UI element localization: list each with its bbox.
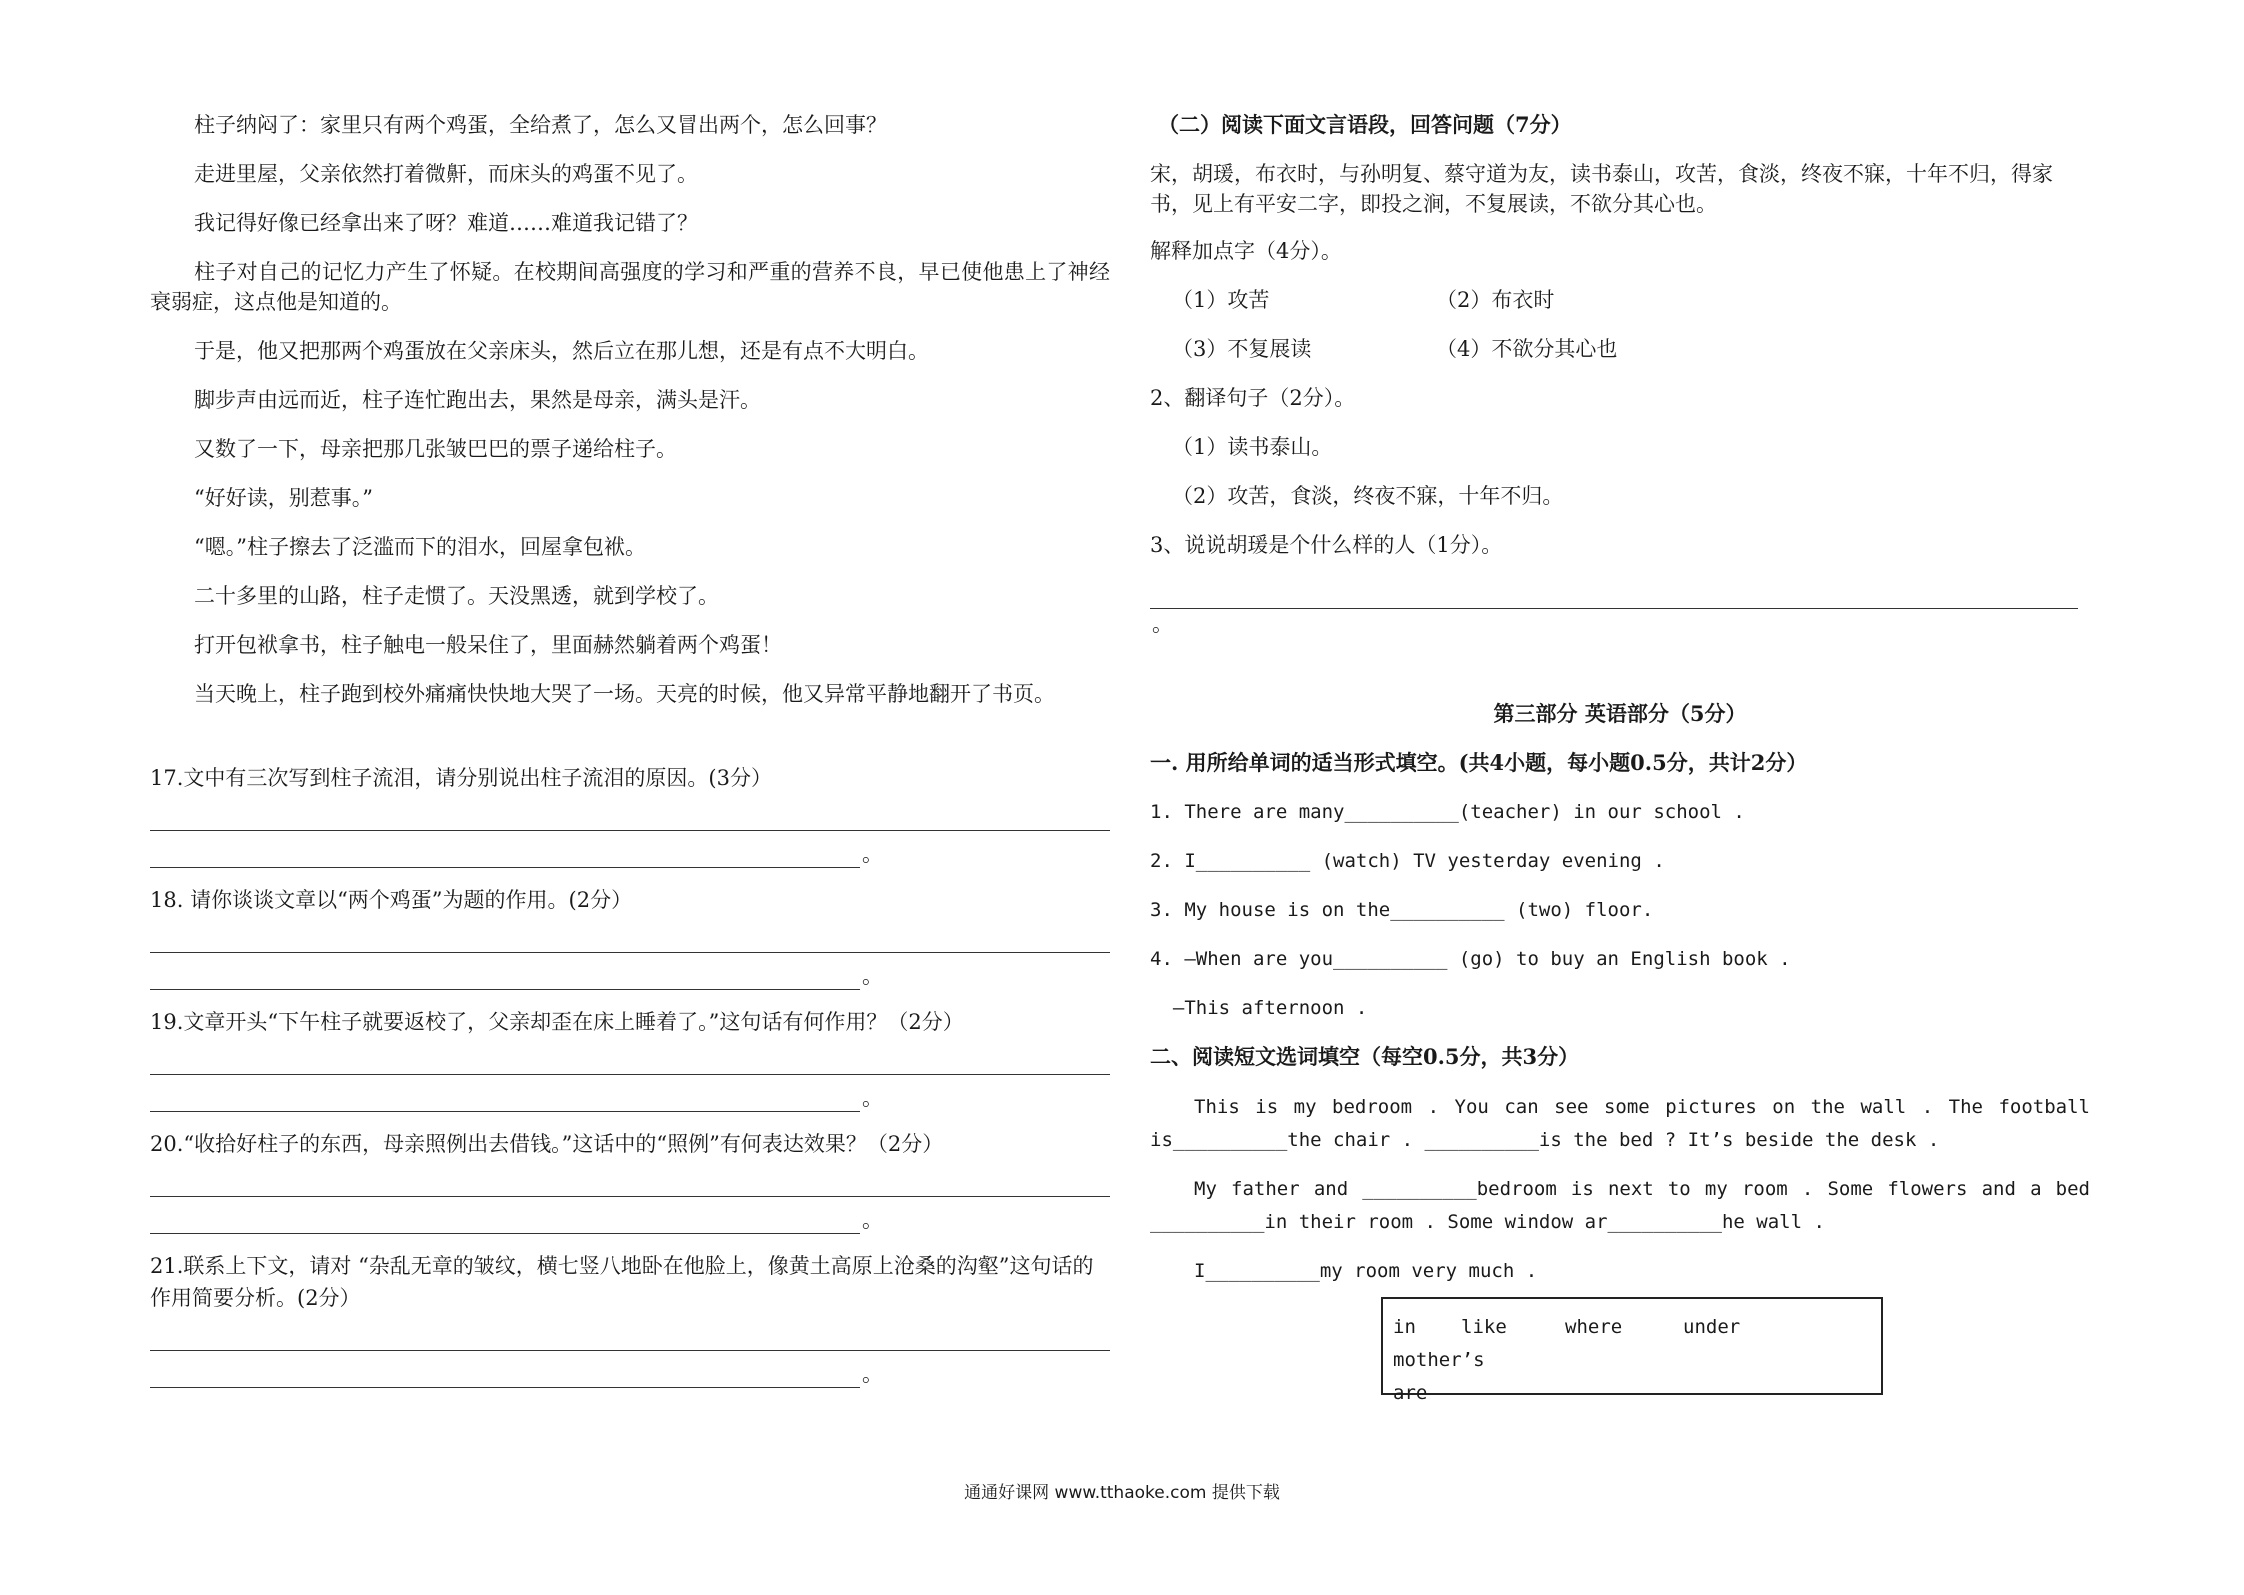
right-column	[1150, 110, 2090, 1304]
answer-line[interactable]	[150, 1075, 860, 1112]
story-paragraph: 打开包袱拿书，柱子触电一般呆住了，里面赫然躺着两个鸡蛋！	[194, 633, 782, 657]
question-18	[150, 884, 1110, 990]
word-bank-item: like	[1461, 1316, 1507, 1338]
question-text: 20.“收拾好柱子的东西，母亲照例出去借钱。”这话中的“照例”有何表达效果？（2分）	[150, 1132, 944, 1156]
answer-line[interactable]	[150, 1351, 860, 1388]
story-paragraph: 柱子纳闷了：家里只有两个鸡蛋，全给煮了，怎么又冒出两个，怎么回事？	[194, 113, 887, 137]
question-20	[150, 1128, 1110, 1234]
fill-item: 4. —When are you__________ (go) to buy an English book .	[1150, 948, 1791, 970]
classical-q1: 解释加点字（4分）。	[1150, 239, 1342, 263]
word-bank-item: under	[1683, 1316, 1741, 1338]
period: 。	[862, 1086, 883, 1110]
answer-line[interactable]	[150, 1038, 1110, 1075]
story-paragraph: 当天晚上，柱子跑到校外痛痛快快地大哭了一场。天亮的时候，他又异常平静地翻开了书页。	[194, 682, 1055, 706]
word-bank-item: in	[1393, 1316, 1416, 1338]
word-bank-item: are	[1393, 1382, 1428, 1404]
answer-line[interactable]	[150, 1160, 1110, 1197]
story-paragraph: 走进里屋，父亲依然打着微鼾，而床头的鸡蛋不见了。	[194, 162, 698, 186]
q1-row	[1150, 285, 2090, 315]
classical-q2: 2、翻译句子（2分）。	[1150, 386, 1356, 410]
period: 。	[862, 964, 883, 988]
story-paragraph: “嗯。”柱子擦去了泛滥而下的泪水，回屋拿包袱。	[194, 535, 646, 559]
reading-paragraph: This is my bedroom . You can see some pictures on the wall . The football is__________the chair . __________is the bed ? It’s beside the desk .	[1150, 1096, 2090, 1151]
reading-paragraph: My father and __________bedroom is next to my room . Some flowers and a bed __________in their room . Some window ar__________he wall .	[1150, 1178, 2090, 1233]
period: 。	[862, 1208, 883, 1232]
question-21	[150, 1250, 1110, 1388]
story-paragraph: 于是，他又把那两个鸡蛋放在父亲床头，然后立在那儿想，还是有点不大明白。	[194, 339, 929, 363]
q1-item: （1）攻苦	[1172, 288, 1270, 312]
classical-q3: 3、说说胡瑗是个什么样的人（1分）。	[1150, 533, 1503, 557]
q1-item: （2）布衣时	[1436, 288, 1555, 312]
question-text: 21.联系上下文，请对 “杂乱无章的皱纹，横七竖八地卧在他脸上，像黄土高原上沧桑的沟壑”这句话的作用简要分析。(2分）	[150, 1254, 1094, 1310]
question-text: 17.文中有三次写到柱子流泪，请分别说出柱子流泪的原因。(3分）	[150, 766, 772, 790]
english-part-title: 第三部分 英语部分（5分）	[1493, 701, 1747, 726]
answer-line[interactable]	[150, 794, 1110, 831]
fill-item: 2. I__________ (watch) TV yesterday evening .	[1150, 850, 1665, 872]
answer-line[interactable]	[150, 1197, 860, 1234]
q2-item: （1）读书泰山。	[1172, 435, 1333, 459]
answer-line[interactable]	[150, 831, 860, 868]
q1-item: （4）不欲分其心也	[1436, 337, 1618, 361]
story-paragraph: 脚步声由远而近，柱子连忙跑出去，果然是母亲，满头是汗。	[194, 388, 761, 412]
answer-line[interactable]	[150, 953, 860, 990]
answer-line[interactable]	[150, 1314, 1110, 1351]
q1-row	[1150, 334, 2090, 364]
story-paragraph: “好好读，别惹事。”	[194, 486, 373, 510]
left-column	[150, 110, 1110, 1404]
q2-item: （2）攻苦，食淡，终夜不寐，十年不归。	[1172, 484, 1564, 508]
question-19	[150, 1006, 1110, 1112]
fill-item: 1. There are many__________(teacher) in our school .	[1150, 801, 1745, 823]
question-text: 18. 请你谈谈文章以“两个鸡蛋”为题的作用。(2分）	[150, 888, 633, 912]
english-sec2-title: 二、阅读短文选词填空（每空0.5分，共3分）	[1150, 1044, 1580, 1069]
answer-line[interactable]	[150, 916, 1110, 953]
period: 。	[862, 842, 883, 866]
answer-line[interactable]	[1150, 584, 2078, 609]
reading-paragraph: I__________my room very much .	[1194, 1260, 1538, 1282]
story-paragraph: 柱子对自己的记忆力产生了怀疑。在校期间高强度的学习和严重的营养不良，早已使他患上了神经衰弱症，这点他是知道的。	[150, 260, 1110, 314]
word-bank-item: where	[1565, 1316, 1623, 1338]
classical-passage: 宋，胡瑗，布衣时，与孙明复、蔡守道为友，读书泰山，攻苦，食淡，终夜不寐，十年不归，得家书，见上有平安二字，即投之涧，不复展读，不欲分其心也。	[1150, 162, 2053, 216]
question-17	[150, 762, 1110, 868]
q1-item: （3）不复展读	[1172, 337, 1312, 361]
fill-item: 3. My house is on the__________ (two) floor.	[1150, 899, 1654, 921]
period: 。	[1152, 612, 1173, 636]
word-bank-item: mother’s	[1393, 1349, 1485, 1371]
question-text: 19.文章开头“下午柱子就要返校了，父亲却歪在床上睡着了。”这句话有何作用？（2分）	[150, 1010, 964, 1034]
fill-item: —This afternoon .	[1150, 997, 1368, 1019]
story-paragraph: 我记得好像已经拿出来了呀？难道……难道我记错了？	[194, 211, 698, 235]
period: 。	[862, 1362, 883, 1386]
footer-credit: 通通好课网 www.tthaoke.com 提供下载	[964, 1483, 1280, 1503]
classical-section-title: （二）阅读下面文言语段，回答问题（7分）	[1158, 112, 1572, 137]
word-bank-box	[1381, 1297, 1883, 1404]
story-paragraph: 又数了一下，母亲把那几张皱巴巴的票子递给柱子。	[194, 437, 677, 461]
story-paragraph: 二十多里的山路，柱子走惯了。天没黑透，就到学校了。	[194, 584, 719, 608]
story-text	[150, 110, 1110, 709]
english-sec1-title: 一. 用所给单词的适当形式填空。(共4小题，每小题0.5分，共计2分）	[1150, 750, 1808, 775]
